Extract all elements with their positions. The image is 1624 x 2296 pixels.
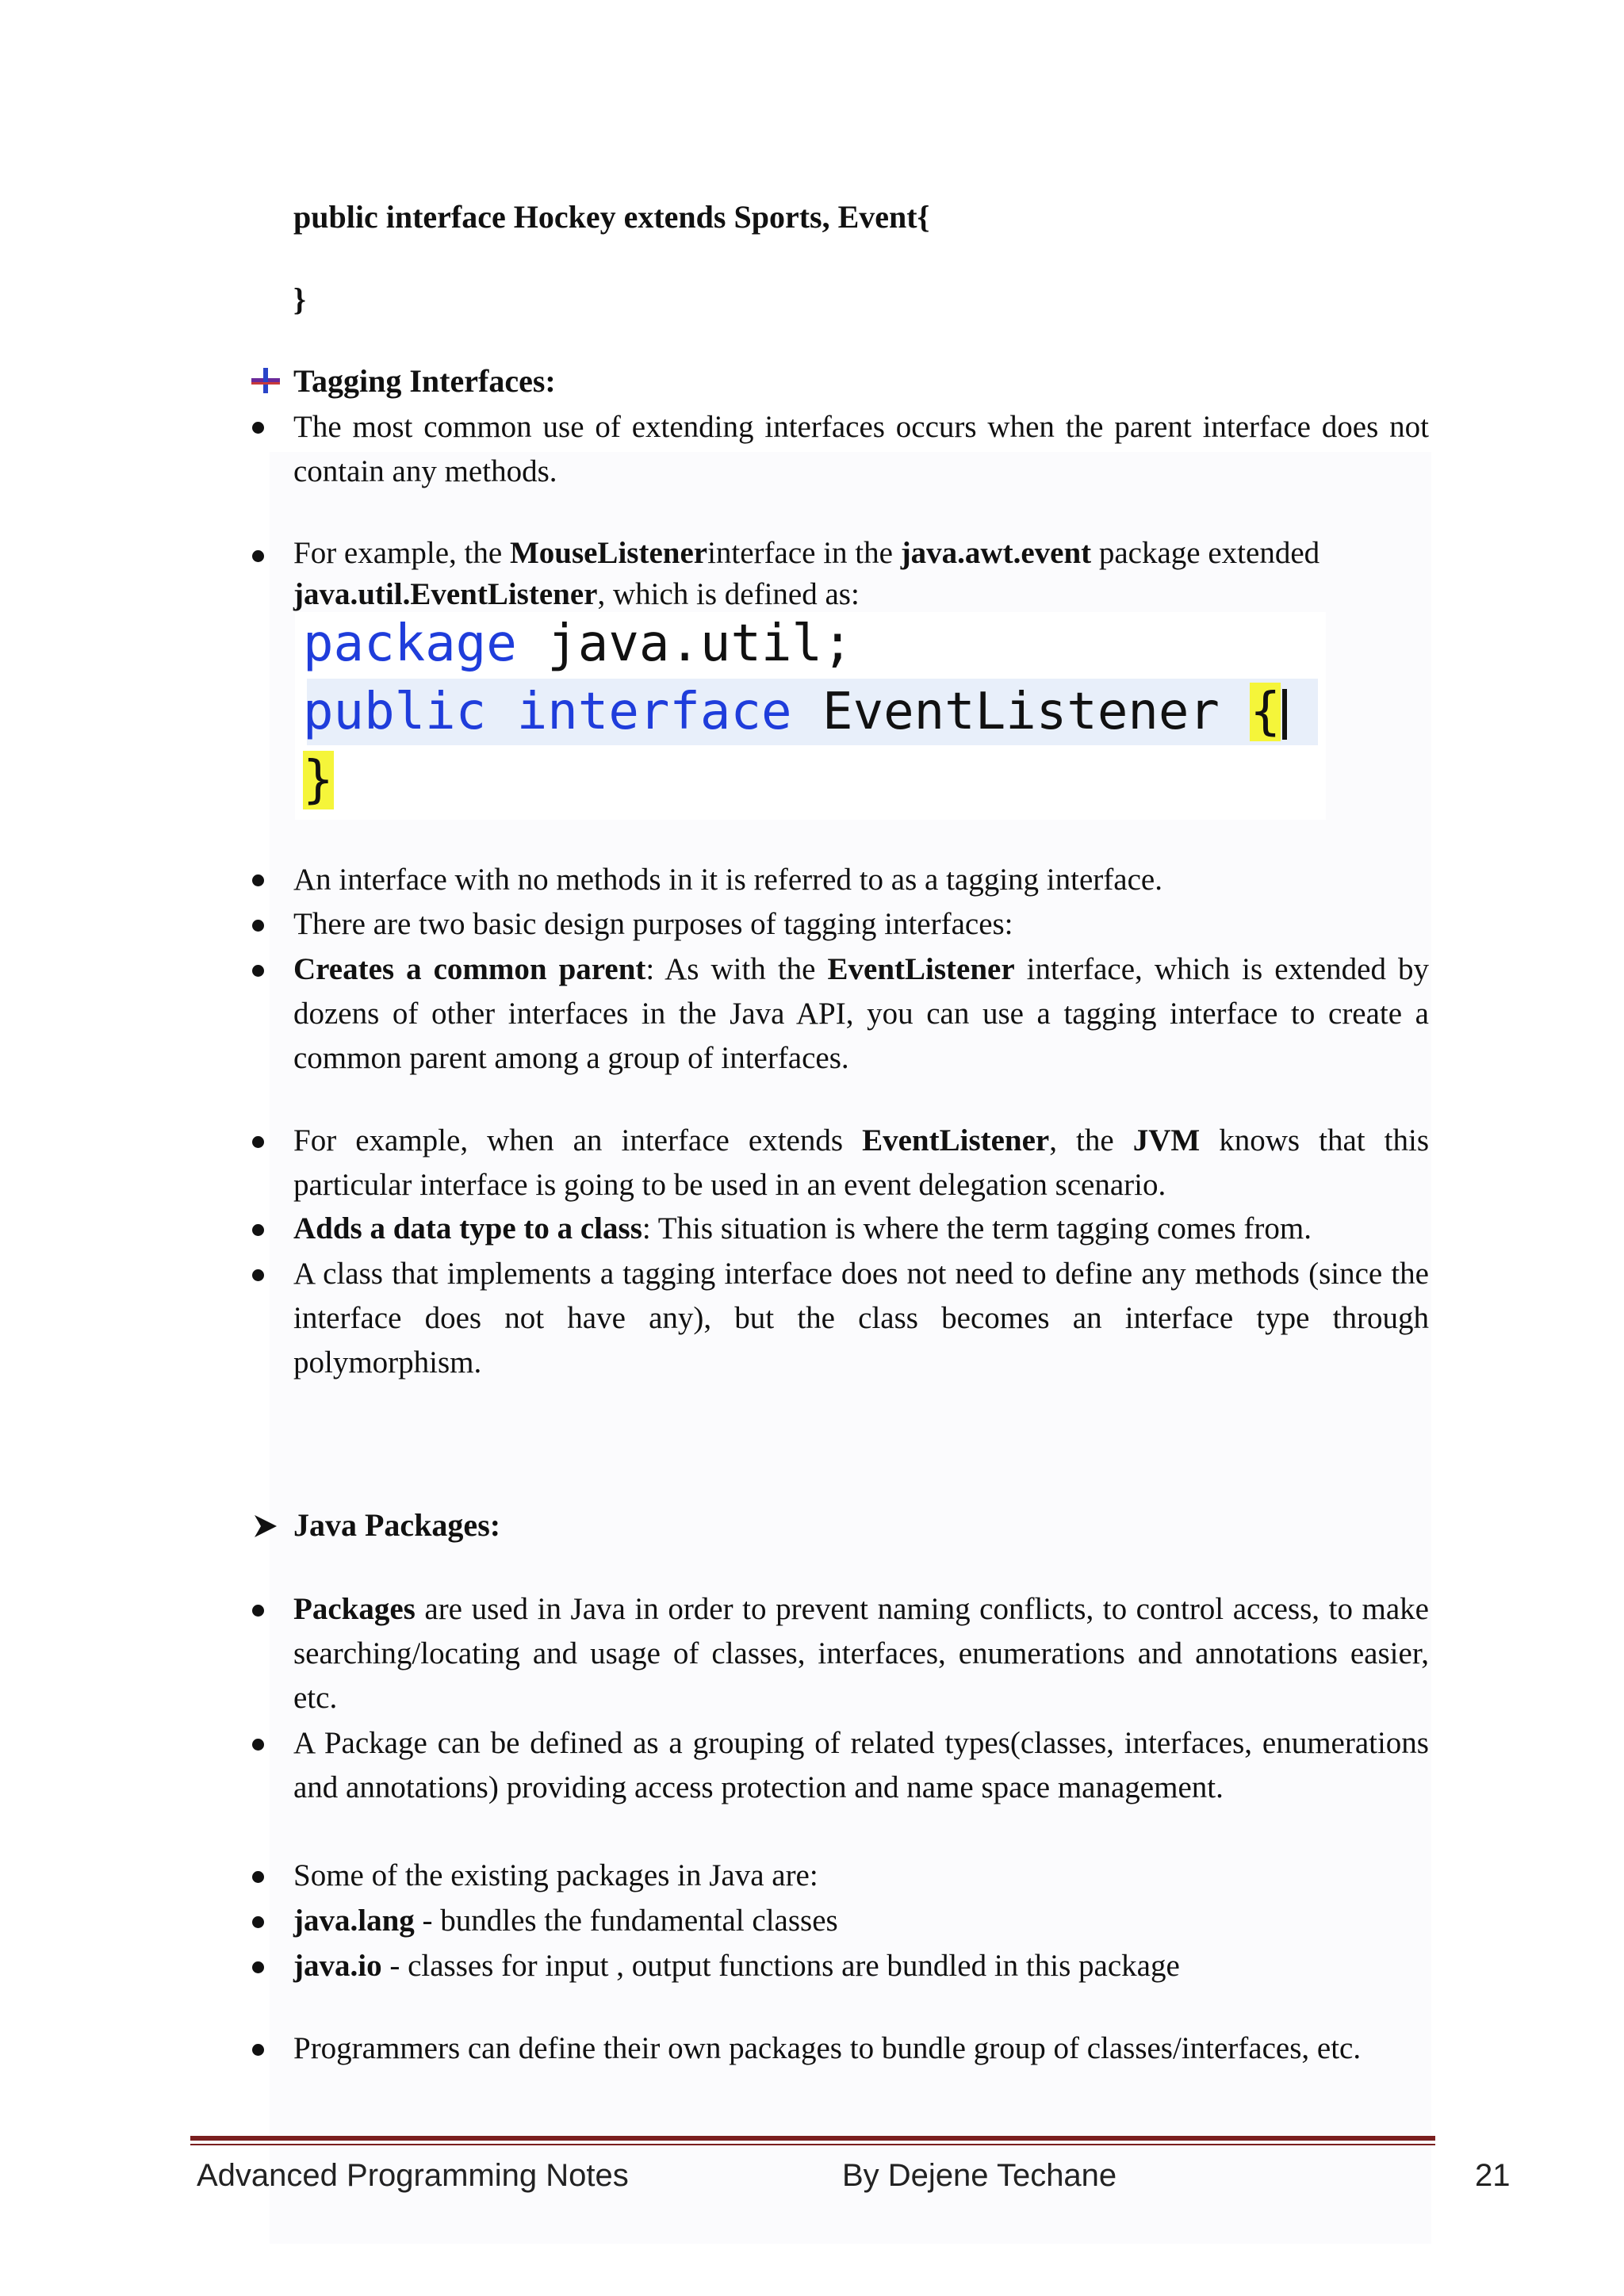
- tagging-interfaces-heading: Tagging Interfaces:: [293, 363, 556, 399]
- packages-para-1: Packages are used in Java in order to prevent naming conflicts, to control access, to make searching/locating and usage of classes, interfaces, enumerations and annotations easier, etc.: [293, 1592, 1429, 1715]
- footer-rule: [190, 2136, 1435, 2141]
- bullet: [252, 920, 264, 932]
- code-line-interface: public interface Hockey extends Sports, Event{: [293, 199, 930, 235]
- tagging-para-3: An interface with no methods in it is referred to as a tagging interface.: [293, 863, 1162, 897]
- page-number: 21: [1475, 2158, 1511, 2193]
- tagging-para-2: For example, the MouseListenerinterface in the java.awt.event package extended java.util.EventListener, which is defined as:: [293, 536, 1320, 611]
- text-cursor: [1282, 689, 1287, 740]
- arrowhead-icon: [250, 1510, 282, 1542]
- tagging-para-8: A class that implements a tagging interface does not need to define any methods (since the interface does not have any), but the class becomes an interface type through polymorphism.: [293, 1257, 1429, 1380]
- tagging-para-7: Adds a data type to a class: This situation is where the term tagging comes from.: [293, 1211, 1312, 1246]
- bullet: [252, 1961, 264, 1973]
- bullet: [252, 1605, 264, 1617]
- code-interface-line: public interface EventListener {: [303, 680, 1287, 744]
- bullet: [252, 874, 264, 886]
- code-line-close-brace: }: [293, 281, 306, 317]
- java-packages-heading: Java Packages:: [293, 1507, 501, 1543]
- bullet: [252, 1269, 264, 1281]
- tagging-para-6: For example, when an interface extends EventListener, the JVM knows that this particular interface is going to be used in an event delegation scenario.: [293, 1123, 1429, 1202]
- bullet: [252, 422, 264, 434]
- code-package-line: package java.util;: [303, 614, 853, 673]
- tagging-para-1: The most common use of extending interfaces occurs when the parent interface does not contain any methods.: [293, 410, 1429, 488]
- footer-author: By Dejene Techane: [842, 2158, 1117, 2193]
- bullet: [252, 1739, 264, 1751]
- bullet: [252, 1871, 264, 1883]
- pin-arrow-icon: [250, 365, 282, 396]
- tagging-para-4: There are two basic design purposes of tagging interfaces:: [293, 907, 1013, 941]
- packages-para-2: A Package can be defined as a grouping of related types(classes, interfaces, enumerations and annotations) providing access protection and name space management.: [293, 1726, 1429, 1804]
- packages-para-3: Some of the existing packages in Java are:: [293, 1858, 818, 1892]
- code-close-brace-line: }: [303, 751, 334, 809]
- bullet: [252, 1224, 264, 1236]
- bullet: [252, 2044, 264, 2056]
- packages-para-6: Programmers can define their own packages to bundle group of classes/interfaces, etc.: [293, 2031, 1362, 2065]
- packages-para-5: java.io - classes for input , output functions are bundled in this package: [293, 1949, 1180, 1983]
- bullet: [252, 965, 264, 977]
- footer-rule-thin: [190, 2144, 1435, 2145]
- bullet: [252, 550, 264, 562]
- code-screenshot: [295, 612, 1326, 820]
- bullet: [252, 1136, 264, 1148]
- bullet: [252, 1916, 264, 1928]
- packages-para-4: java.lang - bundles the fundamental classes: [293, 1904, 838, 1938]
- footer-title: Advanced Programming Notes: [197, 2158, 629, 2193]
- tagging-para-5: Creates a common parent: As with the EventListener interface, which is extended by dozens of other interfaces in the Java API, you can use a tagging interface to create a common parent among a group of interfaces.: [293, 952, 1429, 1075]
